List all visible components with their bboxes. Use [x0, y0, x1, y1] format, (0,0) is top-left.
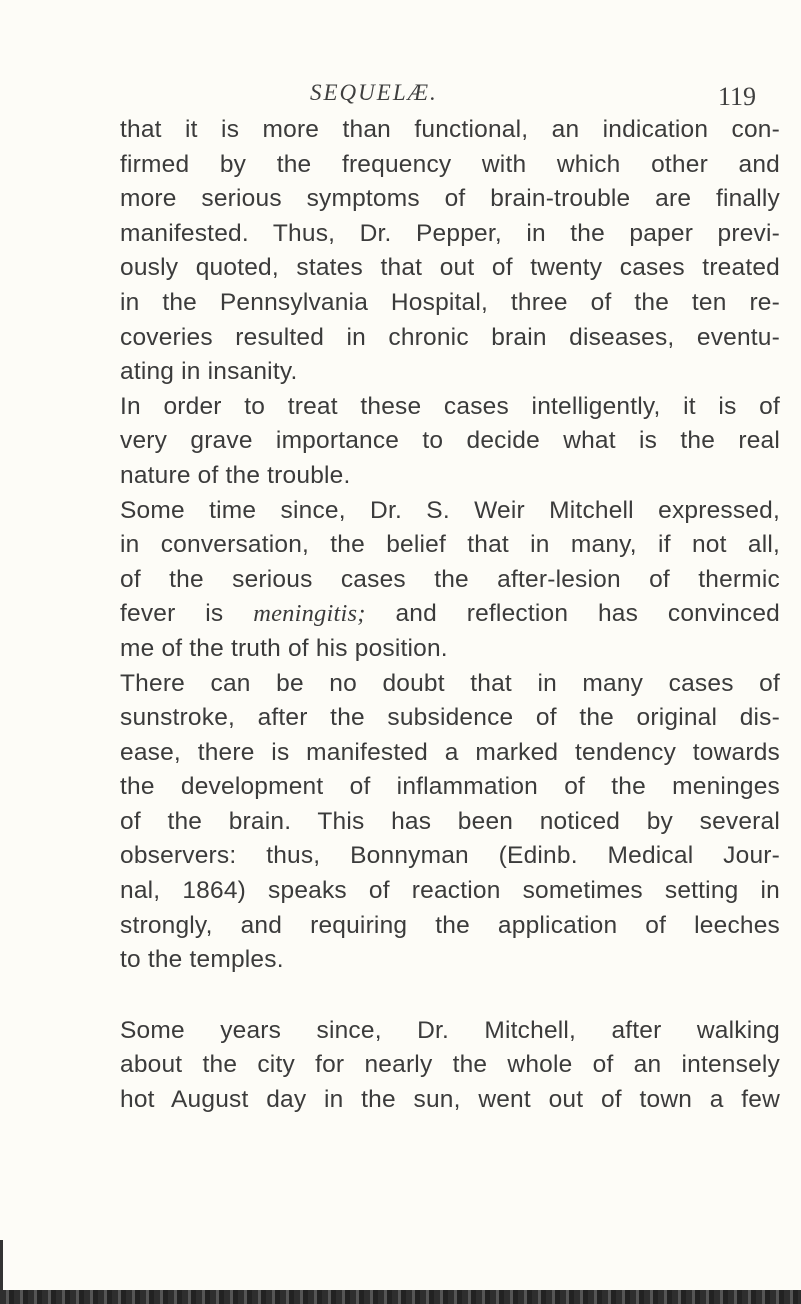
- text-line: coveries resulted in chronic brain diseases, eventu-: [120, 323, 780, 351]
- paragraph-5: [120, 1014, 780, 1118]
- text-line: firmed by the frequency with which other and: [120, 150, 780, 178]
- text-line: There can be no doubt that in many cases of: [120, 669, 780, 697]
- text-line: ously quoted, states that out of twenty cases treated: [120, 254, 780, 282]
- text-line: nature of the trouble.: [120, 461, 351, 489]
- paragraph-3: [120, 494, 780, 667]
- text-line: manifested. Thus, Dr. Pepper, in the paper previ-: [120, 219, 780, 247]
- running-head: SEQUELÆ.: [310, 80, 438, 105]
- text-line: very grave importance to decide what is the real: [120, 427, 780, 455]
- text-run: and reflection has convinced: [365, 600, 780, 628]
- text-line: in conversation, the belief that in many, if not all,: [120, 531, 780, 559]
- text-line: in the Pennsylvania Hospital, three of the ten re-: [120, 288, 780, 316]
- paragraph-gap: [120, 978, 780, 1014]
- text-line-with-italic: [120, 597, 780, 632]
- paragraph-1: [120, 113, 780, 390]
- italic-term: meningitis;: [253, 600, 366, 628]
- text-line: to the temples.: [120, 946, 284, 974]
- text-line: more serious symptoms of brain-trouble are finally: [120, 185, 780, 213]
- text-line: about the city for nearly the whole of an intensely: [120, 1051, 780, 1079]
- text-line: Some time since, Dr. S. Weir Mitchell expressed,: [120, 496, 780, 524]
- text-line: ating in insanity.: [120, 358, 298, 386]
- page-number: 119: [718, 82, 757, 111]
- text-line: of the brain. This has been noticed by several: [120, 807, 780, 835]
- text-line: sunstroke, after the subsidence of the original dis-: [120, 704, 780, 732]
- text-line: In order to treat these cases intelligently, it is of: [120, 392, 780, 420]
- text-line: of the serious cases the after-lesion of thermic: [120, 565, 780, 593]
- text-line: observers: thus, Bonnyman (Edinb. Medical Jour-: [120, 842, 780, 870]
- text-run: fever is: [120, 600, 254, 628]
- text-line: nal, 1864) speaks of reaction sometimes setting in: [120, 877, 780, 905]
- text-line: the development of inflammation of the meninges: [120, 773, 780, 801]
- scan-bottom-edge: [0, 1290, 801, 1304]
- text-line: Some years since, Dr. Mitchell, after walking: [120, 1016, 780, 1044]
- page-edge-mark: [0, 1240, 3, 1290]
- text-line: that it is more than functional, an indication con-: [120, 116, 780, 143]
- body-text: [120, 113, 780, 1118]
- text-line: strongly, and requiring the application of leeches: [120, 911, 780, 939]
- paragraph-4: [120, 667, 780, 978]
- text-line: hot August day in the sun, went out of town a few: [120, 1086, 780, 1114]
- text-line: me of the truth of his position.: [120, 634, 448, 662]
- text-line: ease, there is manifested a marked tendency towards: [120, 738, 780, 766]
- paragraph-2: [120, 390, 780, 494]
